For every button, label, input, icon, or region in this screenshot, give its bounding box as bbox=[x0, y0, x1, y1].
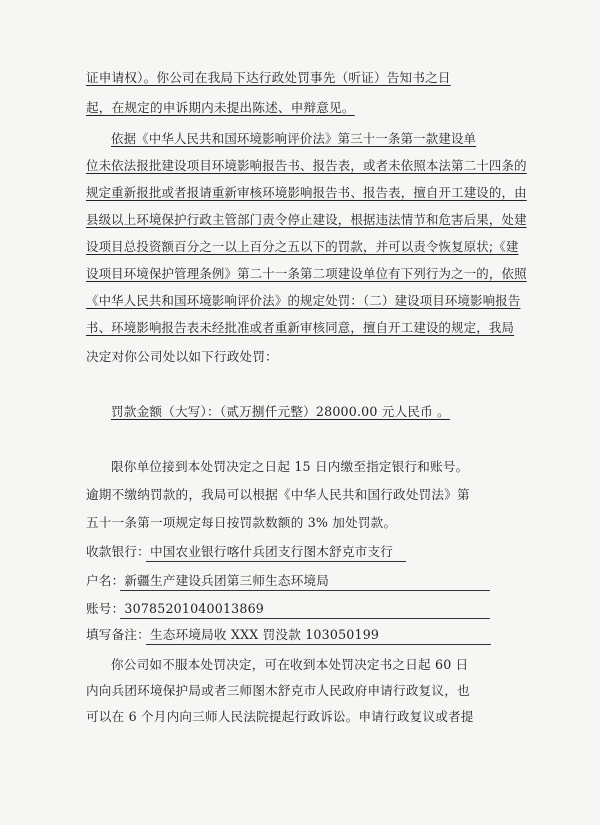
bank-value: 中国农业银行喀什兵团支行图木舒克市支行 bbox=[149, 544, 394, 559]
text-line: 县级以上环境保护行政主管部门责令停止建设，根据违法情节和危害后果，处建 bbox=[86, 212, 527, 227]
text-line: 决定对你公司处以如下行政处罚： bbox=[86, 349, 278, 364]
text-line: 规定重新报批或者报请重新审核环境影响报告书、报告表，擅自开工建设的，由 bbox=[86, 185, 527, 200]
text-line: 五十一条第一项规定每日按罚款数额的 3% 加处罚款。 bbox=[86, 515, 397, 530]
remark-field bbox=[86, 627, 379, 643]
text-line: 设项目环境保护管理条例》第二十一条第二项建设单位有下列行为之一的，依照 bbox=[86, 266, 527, 281]
bank-label: 收款银行： bbox=[86, 544, 150, 559]
text-line: 起，在规定的申诉期内未提出陈述、申辩意见。 bbox=[86, 100, 355, 115]
text-line: 位未依法报批建设项目环境影响报告书、报告表，或者未依照本法第二十四条的 bbox=[86, 158, 527, 173]
text-line: 设项目总投资额百分之一以上百分之五以下的罚款，并可以责令恢复原状;《建 bbox=[86, 239, 519, 254]
bank-field bbox=[86, 544, 393, 560]
field-underline bbox=[146, 561, 406, 562]
text-line: 限你单位接到本处罚决定之日起 15 日内缴至指定银行和账号。 bbox=[111, 459, 469, 474]
text-line: 你公司如不服本处罚决定，可在收到本处罚决定书之日起 60 日 bbox=[111, 657, 469, 672]
account-name-field bbox=[86, 573, 329, 589]
penalty-amount: 罚款金额（大写）：（贰万捌仟元整）28000.00 元人民币 。 bbox=[111, 404, 450, 419]
text-line: 逾期不缴纳罚款的，我局可以根据《中华人民共和国行政处罚法》第 bbox=[86, 487, 470, 502]
field-underline bbox=[146, 644, 491, 645]
field-underline bbox=[120, 618, 490, 619]
account-name-value: 新疆生产建设兵团第三师生态环境局 bbox=[124, 573, 330, 588]
text-line: 内向兵团环境保护局或者三师图木舒克市人民政府申请行政复议，也 bbox=[86, 683, 470, 698]
field-underline bbox=[120, 590, 490, 591]
text-line: 可以在 6 个月内向三师人民法院提起行政诉讼。申请行政复议或者提 bbox=[86, 709, 474, 724]
account-number-label: 账号： bbox=[86, 601, 125, 616]
remark-value: 生态环境局收 XXX 罚没款 103050199 bbox=[149, 627, 380, 642]
text-line: 《中华人民共和国环境影响评价法》的规定处罚：（二）建设项目环境影响报告 bbox=[86, 293, 521, 308]
text-line: 证申请权）。你公司在我局下达行政处罚事先（听证）告知书之日 bbox=[86, 70, 451, 85]
text-line: 依据《中华人民共和国环境影响评价法》第三十一条第一款建设单 bbox=[111, 131, 477, 146]
account-name-label: 户名： bbox=[86, 573, 125, 588]
account-number-value: 30785201040013869 bbox=[124, 601, 265, 616]
account-number-field bbox=[86, 601, 264, 617]
text-line: 书、环境影响报告表未经批准或者重新审核同意，擅自开工建设的规定，我局 bbox=[86, 320, 515, 335]
remark-label: 填写备注： bbox=[86, 627, 150, 642]
